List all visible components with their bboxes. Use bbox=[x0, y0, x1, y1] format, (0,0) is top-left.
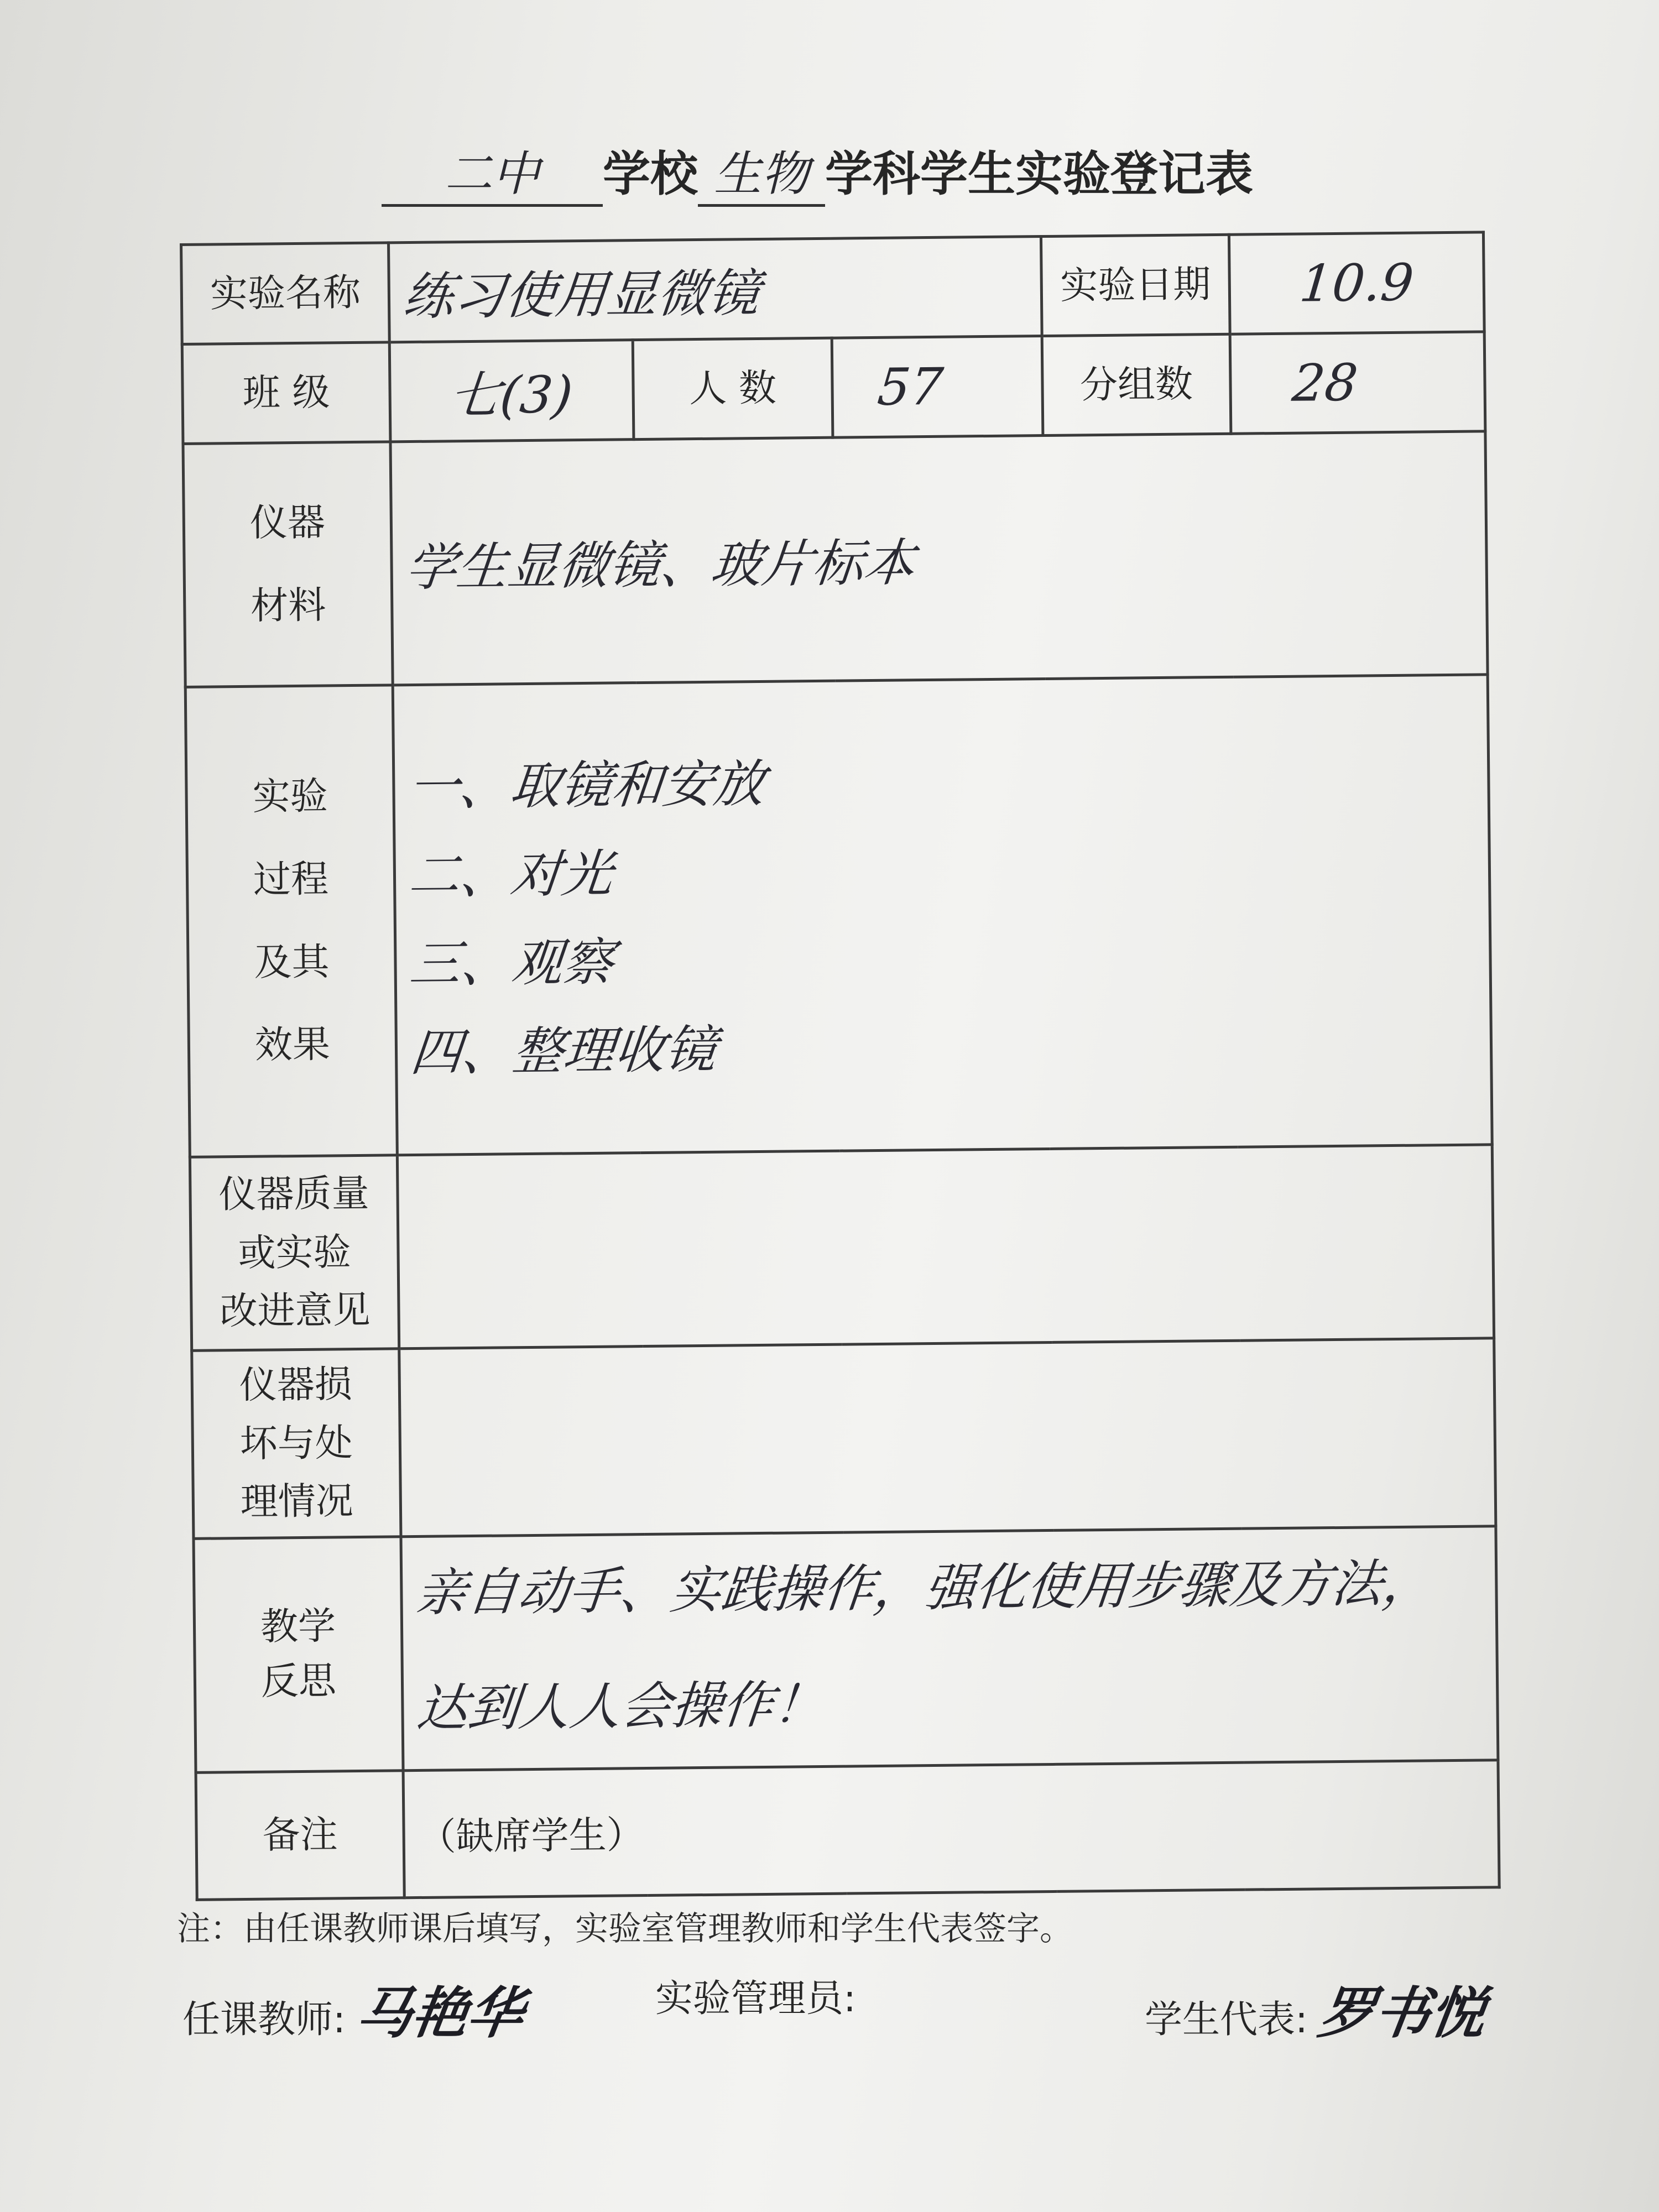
process-step: 三、观察 bbox=[407, 932, 617, 994]
experiment-date-label: 实验日期 bbox=[1041, 234, 1230, 336]
remark-label: 备注 bbox=[196, 1771, 404, 1900]
groups-label: 分组数 bbox=[1042, 334, 1231, 435]
reflection-value: 亲自动手、实践操作，强化使用步骤及方法， 达到人人会操作！ bbox=[401, 1526, 1498, 1771]
quality-label: 仪器质量 或实验 改进意见 bbox=[190, 1155, 399, 1351]
row-materials bbox=[183, 431, 1488, 687]
groups-value: 28 bbox=[1230, 332, 1485, 434]
row-experiment-name bbox=[181, 232, 1485, 345]
materials-label: 仪器 材料 bbox=[183, 442, 393, 687]
teacher-name: 马艳华 bbox=[352, 1980, 528, 2046]
row-remark bbox=[196, 1760, 1499, 1900]
experiment-date-value: 10.9 bbox=[1229, 232, 1484, 334]
damage-label: 仪器损 坏与处 理情况 bbox=[192, 1349, 401, 1539]
people-label: 人 数 bbox=[633, 338, 833, 439]
title-suffix: 学科学生实验登记表 bbox=[825, 147, 1253, 202]
process-step: 二、对光 bbox=[406, 843, 616, 905]
class-value: 七(3) bbox=[389, 340, 634, 442]
materials-value: 学生显微镜、玻片标本 bbox=[390, 431, 1488, 685]
quality-value bbox=[397, 1145, 1494, 1349]
experiment-name-label: 实验名称 bbox=[181, 243, 390, 345]
reflection-label: 教学 反思 bbox=[194, 1537, 403, 1773]
process-label: 实验 过程 及其 效果 bbox=[185, 685, 397, 1157]
row-reflection bbox=[194, 1526, 1498, 1773]
process-steps bbox=[393, 675, 1492, 1155]
student-name: 罗书悦 bbox=[1314, 1980, 1490, 2046]
row-quality bbox=[190, 1145, 1494, 1351]
subject-name: 生物 bbox=[698, 135, 825, 207]
school-name: 二中 bbox=[382, 135, 603, 207]
signature-row bbox=[182, 1969, 1565, 2046]
form-title bbox=[382, 135, 1322, 224]
class-label: 班 级 bbox=[182, 342, 390, 444]
teacher-signature bbox=[182, 1969, 528, 2048]
people-value: 57 bbox=[832, 336, 1043, 438]
row-process bbox=[185, 675, 1492, 1157]
teacher-label: 任课教师: bbox=[182, 1998, 346, 2042]
student-label: 学生代表: bbox=[1145, 1998, 1308, 2042]
process-step: 一、取镜和安放 bbox=[405, 754, 768, 817]
experiment-name-value: 练习使用显微镜 bbox=[389, 237, 1042, 342]
row-damage bbox=[192, 1338, 1496, 1539]
student-signature bbox=[1145, 1969, 1490, 2048]
damage-value bbox=[399, 1338, 1496, 1537]
school-suffix: 学校 bbox=[603, 147, 698, 202]
form-note: 注：由任课教师课后填写，实验室管理教师和学生代表签字。 bbox=[177, 1910, 1073, 1948]
process-step: 四、整理收镜 bbox=[408, 1020, 719, 1082]
experiment-registration-table bbox=[180, 231, 1501, 1901]
remark-value: （缺席学生） bbox=[403, 1760, 1499, 1898]
row-class-info bbox=[182, 332, 1485, 444]
admin-signature bbox=[655, 1969, 868, 2022]
admin-label: 实验管理员: bbox=[655, 1977, 856, 2021]
